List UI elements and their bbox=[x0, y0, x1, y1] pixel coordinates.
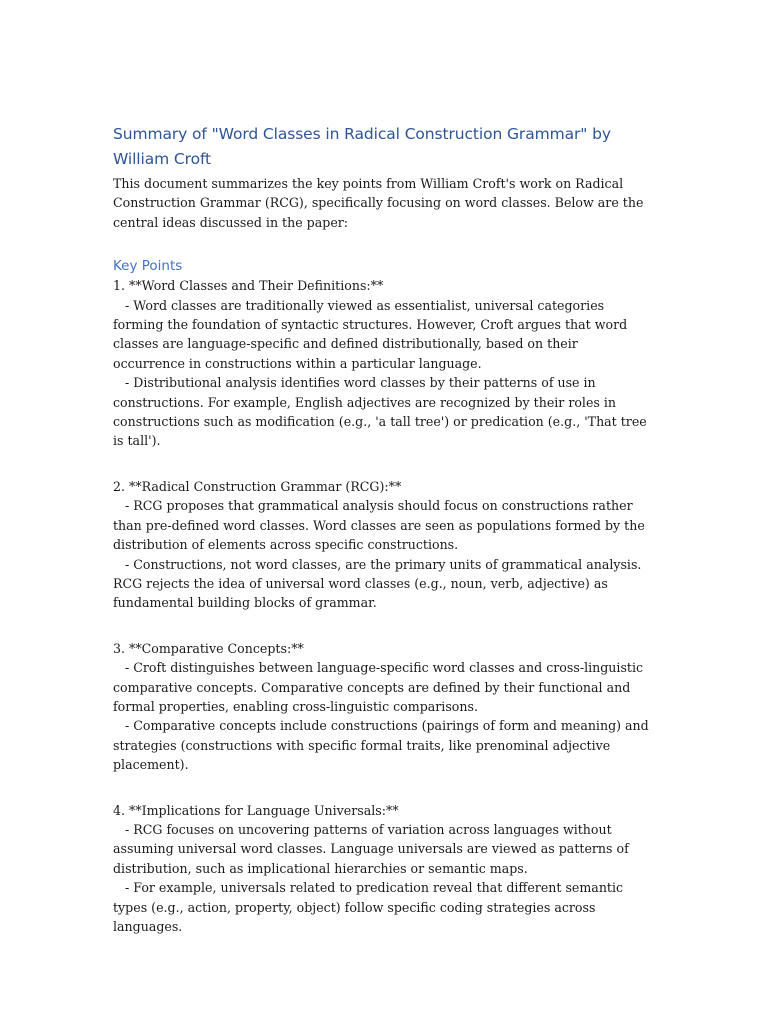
document-page bbox=[113, 122, 653, 936]
key-point-heading: 1. **Word Classes and Their Definitions:** bbox=[113, 278, 384, 294]
document-title: Summary of "Word Classes in Radical Construction Grammar" by William Croft bbox=[113, 125, 611, 168]
key-point-text: - RCG proposes that grammatical analysis should focus on constructions rather than pre-defined word classes. Word classes are seen as populations formed by the distribution of elements across specific constructions. bbox=[113, 498, 649, 553]
section-heading-key-points: Key Points bbox=[113, 258, 183, 275]
key-point-text: - Constructions, not word classes, are the primary units of grammatical analysis. RCG rejects the idea of universal word classes (e.g., noun, verb, adjective) as fundamental building blocks of grammar. bbox=[113, 556, 646, 611]
key-point-text: - RCG focuses on uncovering patterns of variation across languages without assuming universal word classes. Language universals are viewed as patterns of distribution, such as implicational hierarchies or semantic maps. bbox=[113, 821, 633, 876]
key-point-heading: 2. **Radical Construction Grammar (RCG):** bbox=[113, 478, 402, 494]
intro-paragraph: This document summarizes the key points from William Croft's work on Radical Construction Grammar (RCG), specifically focusing on word classes. Below are the central ideas discussed in the paper: bbox=[113, 176, 648, 230]
key-point-heading: 3. **Comparative Concepts:** bbox=[113, 640, 304, 656]
key-point-text: - Distributional analysis identifies word classes by their patterns of use in constructions. For example, English adjectives are recognized by their roles in constructions such as modification (e.g., 'a tall tree') or predication (e.g., 'That tree is tall'). bbox=[113, 375, 651, 449]
key-point-text: - For example, universals related to predication reveal that different semantic types (e.g., action, property, object) follow specific coding strategies across languages. bbox=[113, 880, 628, 934]
key-point-text: - Word classes are traditionally viewed as essentialist, universal categories forming the foundation of syntactic structures. However, Croft argues that word classes are language-specific and defined distributionally, based on their occurrence in constructions within a particular language. bbox=[113, 297, 632, 371]
key-point-item bbox=[113, 477, 653, 613]
key-point-item bbox=[113, 801, 653, 937]
key-point-heading: 4. **Implications for Language Universals:** bbox=[113, 802, 399, 818]
key-point-text: - Croft distinguishes between language-specific word classes and cross-linguistic comparative concepts. Comparative concepts are defined by their functional and formal properties, enabling cross-linguistic comparisons. bbox=[113, 660, 648, 714]
key-point-text: - Comparative concepts include constructions (pairings of form and meaning) and strategies (constructions with specific formal traits, like prenominal adjective placement). bbox=[113, 718, 653, 773]
key-points-list bbox=[113, 276, 653, 936]
key-point-item bbox=[113, 276, 653, 451]
key-point-item bbox=[113, 639, 653, 775]
